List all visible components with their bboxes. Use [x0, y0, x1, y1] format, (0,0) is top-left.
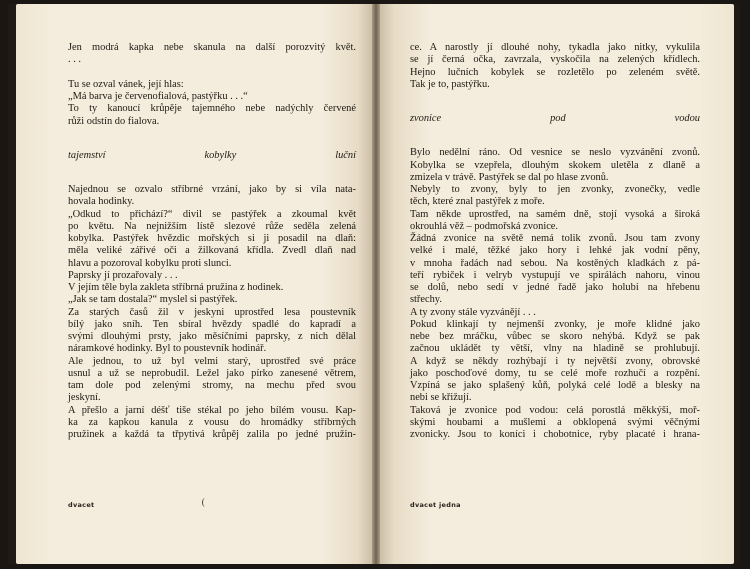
text-line: svými dlouhými prsty, jako měsíčními paprsky, z nich dělal [68, 331, 356, 342]
text-line: střechy. [410, 294, 442, 306]
right-page [380, 4, 734, 564]
text-line: jako poschoďové domy, tu se celé moře rozhučí a rozpění. [410, 367, 700, 379]
section-heading: zvonice pod vodou [410, 113, 700, 124]
text-line: velké i malé, těžké jako hory i lehké jak vodní pěny, [410, 245, 700, 257]
left-page-text [68, 42, 356, 441]
text-line: Ale jednou, to už byl velmi starý, uprostřed své práce [68, 355, 356, 367]
text-line: A když se někdy rozhýbají i ty největší zvony, obrovské [410, 355, 700, 367]
text-line: zmizela v trávě. Pastýřek se dal po hlase zvonů. [410, 171, 609, 183]
text-line: růži odstín do fialova. [68, 115, 160, 127]
text-line: . . . [68, 54, 81, 66]
right-paragraph [410, 42, 700, 91]
text-line: měla veliké zářivé oči a žilkovaná křídla. Zvedl dlaň nad [68, 245, 356, 257]
text-line: ka za kapkou kanula z vousu do hromádky stříbrných [68, 416, 356, 428]
page-number: dvacet jedna [410, 501, 461, 509]
text-line: začnou ukládět ty větší, vlny na hladině se prohlubují. [410, 343, 700, 355]
text-line: Tam někde uprostřed, na samém dně, stojí vysoká a široká [410, 208, 700, 220]
text-line: Žádná zvonice na světě nemá tolik zvonů. Jsou tam zvony [410, 233, 700, 244]
text-line: A ty zvony stále vyzvánějí . . . [410, 306, 536, 318]
text-line: To ty kanoucí krůpěje tajemného nebe nadýchly červené [68, 103, 356, 115]
text-line: skými houbami a mušlemi a obklopená svými věčnými [410, 416, 700, 428]
text-line: Tak je to, pastýřku. [410, 78, 490, 90]
text-line: se dolů, nebo sedí v jedné řadě jako holubi na hřebenu [410, 282, 700, 293]
text-line: okrouhlá věž – podmořská zvonice. [410, 220, 559, 232]
text-line: usnul a už se neprobudil. Ležel jako pírko zanesené větrem, [68, 367, 356, 379]
text-line: nebe bez mráčku, vůbec se skoro nehýbá. Když se pak [410, 331, 700, 342]
right-body [410, 147, 700, 441]
text-line: V jejím těle byla zakleta stříbrná pružina z hodinek. [68, 282, 284, 293]
text-line: ce. A narostly jí dlouhé nohy, tykadla jako nitky, vykulila [410, 42, 700, 53]
pencil-mark [202, 498, 208, 507]
text-line: v mnoha řadách nad sebou. Na kostěných kladkách z pá- [410, 257, 700, 269]
text-line: Najednou se ozvalo stříbrné vrzání, jako by si víla nata- [68, 184, 356, 195]
text-line: „Odkud to přichází?“ divil se pastýřek a zkoumal květ [68, 208, 356, 220]
text-line: jeskyní. [68, 392, 101, 404]
text-line: Pokud klinkají ty nejmenší zvonky, je moře klidné jako [410, 318, 700, 330]
text-line: Bylo nedělní ráno. Od vesnice se neslo vyzvánění zvonů. [410, 147, 700, 159]
text-line: se jí černá očka, zavrzala, vyskočila na zelených křídlech. [410, 54, 700, 66]
text-line: teří rybiček i velryb vystupují ve spirálách nahoru, vinou [410, 269, 700, 281]
text-line: pružinek a každá ta třpytivá krůpěj zalila po jedné pružin- [68, 429, 356, 440]
text-line: „Má barva je červenofialová, pastýřku . . .“ [68, 91, 248, 102]
section-heading: tajemství kobylky luční [68, 149, 356, 161]
text-line: hlavu a pozoroval kobylku proti slunci. [68, 257, 232, 269]
text-line: Tu se ozval vánek, její hlas: [68, 78, 184, 90]
text-line: Taková je zvonice pod vodou: celá porostlá měkkýši, moř- [410, 404, 700, 416]
text-line: A přešlo a jarní déšť tiše stékal po jeho bílém vousu. Kap- [68, 404, 356, 416]
right-page-text [410, 42, 700, 441]
text-line: tam dole pod zelenými stromy, na mechu před svou [68, 380, 356, 391]
text-line: po květu. Na nejnižším lístě slezové růže seděla zelená [68, 220, 356, 232]
page-number: dvacet [68, 501, 95, 509]
text-line: hovala hodinky. [68, 196, 135, 208]
text-line: kobylka. Pastýřek hvězdic mořských si ji posadil na dlaň: [68, 233, 356, 244]
text-line: Jen modrá kapka nebe skanula na další porozvitý květ. [68, 42, 356, 53]
text-line: náramkové hodinky. Byl to poustevník hodinář. [68, 343, 267, 355]
book-gutter [372, 4, 380, 564]
text-line: nebi se křižují. [410, 392, 472, 404]
text-line: „Jak se tam dostala?“ myslel si pastýřek. [68, 294, 238, 306]
text-line: zvonicky. Jsou to koníci i chobotnice, ryby placaté i hrana- [410, 429, 700, 440]
left-body [68, 184, 356, 441]
book-spread [8, 4, 740, 564]
text-line: Nebyly to zvony, byly to jen zvonky, zvonečky, vedle [410, 184, 700, 195]
text-line: těch, které znal pastýřek z moře. [410, 196, 545, 208]
text-line: Paprsky jí prozařovaly . . . [68, 269, 178, 281]
text-line: Kobylka se vzepřela, dlouhým skokem uletěla z dlaně a [410, 159, 700, 171]
text-line: Vzpíná se jako splašený kůň, polyká celé lodě a blesky na [410, 380, 700, 391]
left-page [16, 4, 372, 564]
text-line: Hejno lučních kobylek se rozletělo po zeleném světě. [410, 66, 700, 78]
text-line: Za starých časů žil v jeskyni uprostřed lesa poustevník [68, 306, 356, 318]
text-line: bílý jako sníh. Ten sbíral hvězdy spadlé do kapradí a [68, 318, 356, 330]
